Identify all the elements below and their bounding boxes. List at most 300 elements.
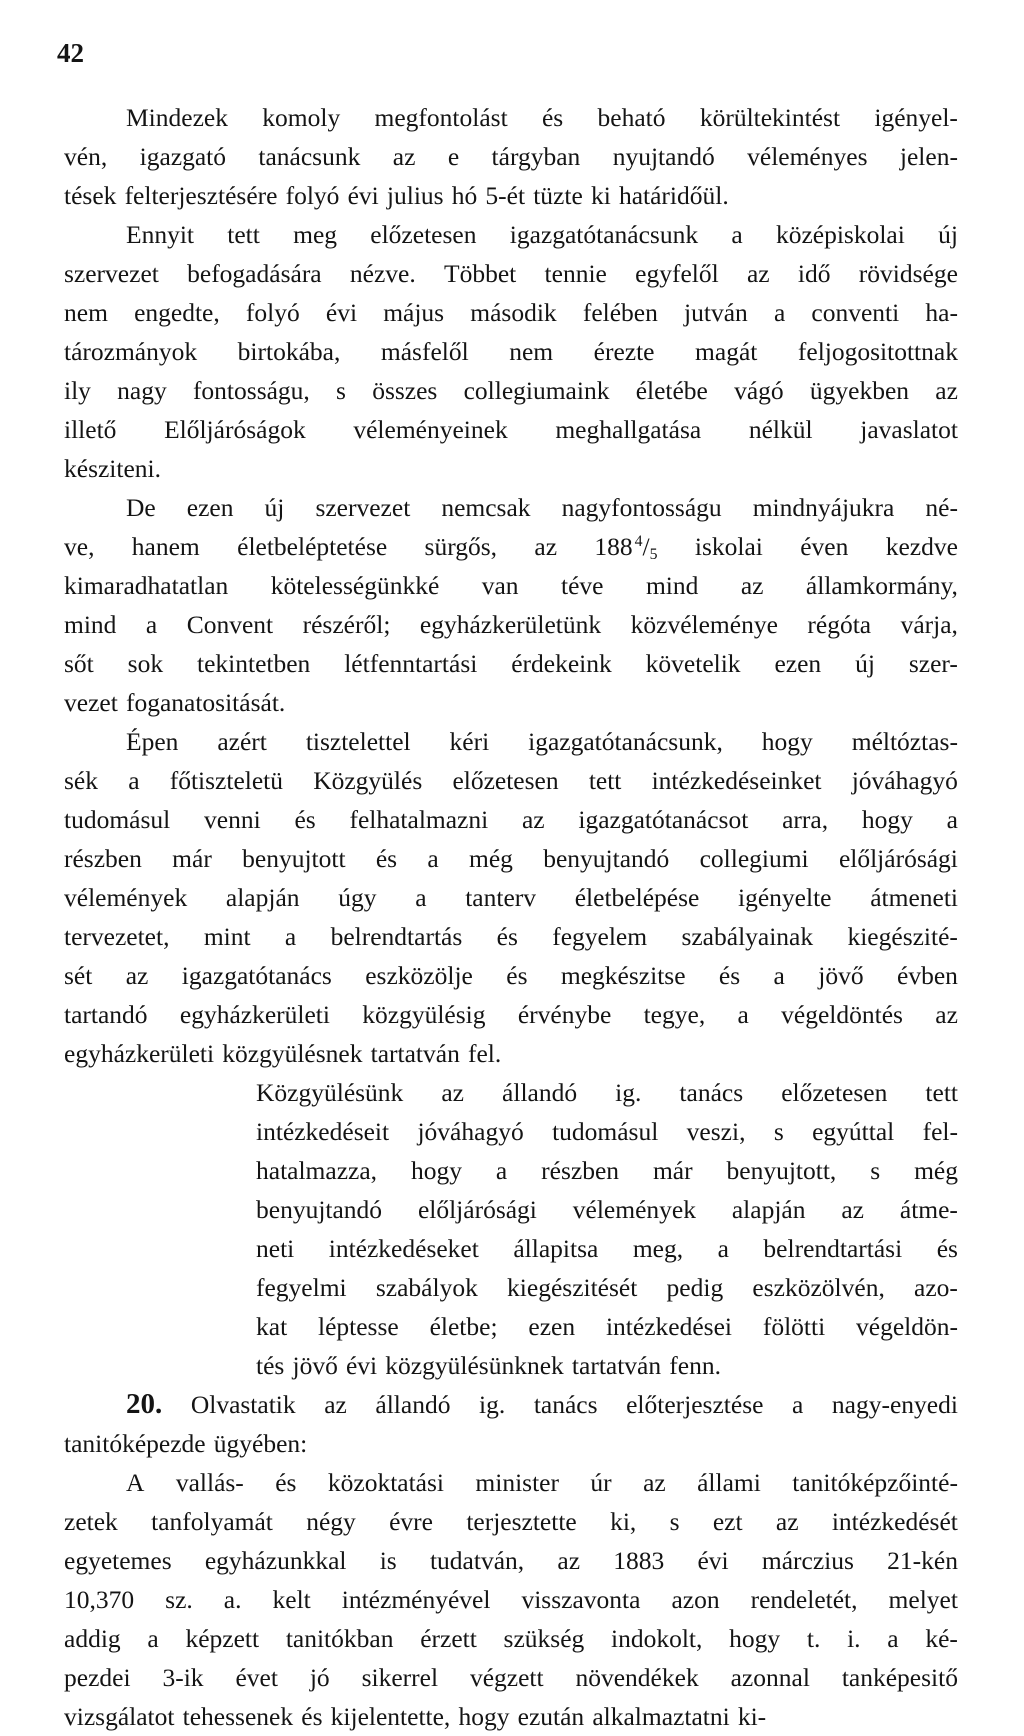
word: nagy [117,376,167,405]
word: kötelességünkké [270,571,440,600]
word: rövidsége [858,259,958,288]
word: tett [588,766,622,795]
word: úr [590,1468,612,1497]
word: ve, [64,532,95,561]
word: egyházkerületünk [419,610,602,639]
word: négy [306,1507,356,1536]
word: hogy [410,1156,462,1185]
word: benyujtandó [256,1195,383,1224]
word: tudatván, [429,1546,525,1575]
word: életbelépése [574,883,700,912]
word: közgyülésnek [222,1039,363,1068]
word: fölötti [762,1312,826,1341]
word: jövő [292,1351,338,1380]
word: nagyfontosságu [561,493,722,522]
word: létfenntartási [344,649,478,678]
word: a [792,1390,804,1419]
word: meghallgatása [555,415,702,444]
word: indokolt, [611,1624,703,1653]
paragraph [64,488,958,722]
word: sék [64,766,98,795]
word: hatalmazza, [256,1156,378,1185]
word: az [935,1000,958,1029]
word: képzett [185,1624,260,1653]
word: alapján [731,1195,806,1224]
word: 188 $^4$/5 [594,532,658,563]
word: s [870,1156,881,1185]
word: átmeneti [870,883,958,912]
word: felében [582,298,658,327]
word: tározmányok [64,337,198,366]
word: benyujtandó [543,844,670,873]
word: tett [925,1078,958,1107]
page-body [64,98,958,1736]
word: egyúttal [812,1117,895,1146]
word: állandó [502,1078,578,1107]
word: még [914,1156,958,1185]
word: kéri [449,727,490,756]
word: tárgyban [491,142,581,171]
word: s [336,376,346,405]
word: évi [325,298,358,327]
word: Mindezek [126,103,228,132]
text-line [64,800,958,839]
word: egyetemes [64,1546,172,1575]
word: évben [897,961,958,990]
word: az [746,259,770,288]
paragraph [64,1073,958,1385]
word: már [652,1156,693,1185]
word: vezet [64,688,118,717]
word: vén, [64,142,108,171]
word: még [469,844,513,873]
word: ezután [517,1702,585,1731]
text-line [64,1580,958,1619]
word: Olvastatik [190,1390,296,1419]
word: nagy-enyedi [831,1390,958,1419]
word: ki- [737,1702,767,1731]
word: kiegészité- [847,922,958,951]
text-line [64,1229,958,1268]
word: tanitóképezde [64,1429,206,1458]
text-line [64,371,958,410]
word: közvéleménye [630,610,778,639]
text-line [64,1463,958,1502]
text-line [64,644,958,683]
word: vélemények [572,1195,696,1224]
word: ig. [615,1078,642,1107]
word: t. [806,1624,821,1653]
word: a [147,1624,159,1653]
word: 10,370 [64,1585,135,1614]
word: tervezetet, [64,922,170,951]
word: előzetesen [781,1078,888,1107]
word: átme- [899,1195,958,1224]
word: rendeletét, [750,1585,858,1614]
word: jó [309,1663,330,1692]
word: véleményes [747,142,868,171]
word: megfontolást [374,103,508,132]
word: ily [64,376,91,405]
word: hanem [131,532,200,561]
text-line [64,1073,958,1112]
word: tanács [679,1078,744,1107]
word: részben [64,844,142,873]
word: pedig [666,1273,724,1302]
word: De [126,493,156,522]
word: veszi, [686,1117,746,1146]
word: igazgatótanács [181,961,332,990]
word: vallás- [175,1468,244,1497]
word: körültekintést [699,103,841,132]
word: sikerrel [361,1663,439,1692]
word: új [855,649,875,678]
word: régóta [807,610,872,639]
word: A [126,1468,145,1497]
word: tekintetben [197,649,311,678]
text-line [64,410,958,449]
word: ha- [925,298,958,327]
word: ezen [186,493,234,522]
word: téve [561,571,604,600]
word: részben [541,1156,620,1185]
word: életébe [635,376,708,405]
word: eszközölvén, [752,1273,885,1302]
word: jövő [818,961,864,990]
word: nézve. [349,259,416,288]
word: és [936,1234,958,1263]
word: léptesse [318,1312,399,1341]
word: intézkedései [605,1312,732,1341]
word: mindnyájukra [752,493,895,522]
word: a. [223,1585,242,1614]
word: Convent [186,610,274,639]
text-line [64,722,958,761]
word: e [447,142,460,171]
word: hó [451,181,478,210]
word: egyfelől [635,259,719,288]
word: előljárósági [838,844,958,873]
word: végzett [469,1663,544,1692]
word: azon [671,1585,720,1614]
word: tennie [544,259,607,288]
word: fel- [922,1117,958,1146]
word: idő [797,259,831,288]
word: sok [127,649,164,678]
word: ké- [925,1624,958,1653]
text-line [64,761,958,800]
word: tések [64,181,117,210]
word: az [557,1546,581,1575]
word: szer- [908,649,958,678]
word: végeldön- [856,1312,958,1341]
word: tudomásul [552,1117,659,1146]
word: vágó [734,376,784,405]
word: ig. [479,1390,506,1419]
word: határidőül. [618,181,729,210]
word: az [441,1078,464,1107]
word: conventi [811,298,900,327]
word: tanitókban [285,1624,394,1653]
word: tudomásul [64,805,171,834]
word: a [284,922,297,951]
word: felterjesztésére [124,181,278,210]
word: igazgatótanácsunk, [528,727,723,756]
word: végeldöntés [781,1000,903,1029]
word: tanképesitő [841,1663,958,1692]
word: illető [64,415,117,444]
word: nélkül [748,415,813,444]
word: sürgős, [424,532,498,561]
word: szervezet [315,493,411,522]
text-line [64,878,958,917]
word: igazgató [139,142,226,171]
word: intézményével [341,1585,491,1614]
word: érezte [593,337,655,366]
word: és [294,805,316,834]
text-line [64,332,958,371]
word: vélemények [64,883,188,912]
word: ügyekben [809,376,910,405]
word: egyházkerületi [179,1000,330,1029]
word: eszközölje [365,961,473,990]
word: a [773,961,785,990]
word: fontosságu, [192,376,310,405]
word: ezen [774,649,822,678]
word: venni [204,805,261,834]
word: ezen [528,1312,576,1341]
word: előterjesztése [626,1390,764,1419]
word: birtokába, [237,337,341,366]
word: kezdve [885,532,958,561]
word: jelen- [899,142,958,171]
word: tett [227,220,260,249]
word: évi [347,181,379,210]
text-line [64,1541,958,1580]
page-number: 42 [57,38,84,68]
word: a [427,844,439,873]
word: a [731,220,743,249]
word: s [773,1117,784,1146]
word: né- [925,493,958,522]
word: márczius [761,1546,854,1575]
word: ki [590,181,611,210]
text-line [64,137,958,176]
word: tüzte [533,181,583,210]
word: vizsgálatot [64,1702,175,1731]
word: intézkedéseket [328,1234,479,1263]
word: második [470,298,557,327]
word: véleményeinek [353,415,508,444]
text-line [64,215,958,254]
word: követelik [645,649,741,678]
word: új [264,493,285,522]
word: kimaradhatatlan [64,571,229,600]
text-line [64,254,958,293]
word: van [481,571,519,600]
word: tanterv [465,883,537,912]
word: kelt [272,1585,311,1614]
word: javaslatot [860,415,958,444]
word: igényelte [738,883,832,912]
paragraph [64,215,958,488]
word: 20. [126,1388,163,1420]
word: collegiumaink [463,376,610,405]
word: a [946,805,958,834]
word: meg [293,220,338,249]
word: Épen [126,727,179,756]
word: a [415,883,427,912]
word: és [506,961,528,990]
word: azonnal [730,1663,810,1692]
word: megkészitse [560,961,686,990]
word: növendékek [575,1663,699,1692]
word: nem [509,337,554,366]
word: i. [847,1624,861,1653]
text-line [64,839,958,878]
word: előzetesen [370,220,477,249]
word: tés [256,1351,285,1380]
word: összes [372,376,438,405]
word: új [938,220,958,249]
paragraph [64,1385,958,1463]
word: késziteni. [64,454,162,483]
word: úgy [338,883,377,912]
word: sőt [64,649,94,678]
word: nemcsak [441,493,531,522]
text-line [64,488,958,527]
word: neti [256,1234,295,1263]
word: államkormány, [805,571,958,600]
word: tartandó [64,1000,148,1029]
word: benyujtott, [726,1156,837,1185]
word: egyházkerületi [64,1039,215,1068]
word: évi [697,1546,729,1575]
word: és [301,1702,323,1731]
text-line [64,1346,958,1385]
word: hogy [729,1624,781,1653]
word: évet [235,1663,278,1692]
word: állami [697,1468,761,1497]
text-line [64,605,958,644]
word: másfelől [380,337,469,366]
word: feljogositottnak [797,337,958,366]
word: mind [645,571,699,600]
word: belrendtartási [763,1234,903,1263]
word: az [740,571,764,600]
word: középiskolai [775,220,905,249]
word: a [128,766,140,795]
word: szabályok [375,1273,478,1302]
word: az [392,142,416,171]
word: előljárósági [417,1195,537,1224]
word: életbeléptetése [237,532,388,561]
word: hogy [761,727,813,756]
word: collegiumi [699,844,809,873]
word: zetek [64,1507,118,1536]
word: befogadására [187,259,322,288]
word: tegye, [643,1000,706,1029]
text-line [64,917,958,956]
text-line [64,956,958,995]
word: nem [64,298,108,327]
word: a [145,610,158,639]
text-line [64,1112,958,1151]
word: engedte, [134,298,220,327]
text-line [64,527,958,566]
word: az [125,961,149,990]
text-line [64,1619,958,1658]
text-line [64,98,958,137]
word: folyó [245,298,300,327]
word: és [541,103,564,132]
text-line [64,1151,958,1190]
paragraph [64,1463,958,1736]
word: felhatalmazni [349,805,489,834]
word: melyet [888,1585,958,1614]
word: az [841,1195,864,1224]
word: intézkedéseinket [651,766,822,795]
text-line [64,1502,958,1541]
word: iskolai [694,532,763,561]
word: szabályainak [681,922,814,951]
word: közoktatási [327,1468,445,1497]
word: részéről; [302,610,391,639]
word: alkalmaztatni [592,1702,730,1731]
paragraph [64,722,958,1073]
word: az [775,1507,799,1536]
word: tehessenek [182,1702,294,1731]
word: julius [386,181,444,210]
word: évi [345,1351,378,1380]
word: belrendtartás [330,922,463,951]
word: mint [203,922,251,951]
word: s [669,1507,680,1536]
text-line [64,176,958,215]
text-line [64,1658,958,1697]
word: folyó [285,181,340,210]
word: közgyülésig [362,1000,486,1029]
word: évre [389,1507,433,1536]
word: érvénybe [517,1000,612,1029]
word: méltóztas- [851,727,958,756]
word: és [375,844,398,873]
word: intézkedéseit [256,1117,390,1146]
word: hogy [458,1702,510,1731]
word: kiegészitését [507,1273,638,1302]
word: alapján [225,883,300,912]
word: jutván [684,298,748,327]
paragraph [64,98,958,215]
word: a [717,1234,729,1263]
word: minister [475,1468,559,1497]
word: életbe; [429,1312,498,1341]
text-line [64,1697,958,1736]
word: jóváhagyó [851,766,958,795]
word: és [275,1468,297,1497]
word: komoly [262,103,341,132]
word: hogy [861,805,913,834]
word: kijelentette, [330,1702,451,1731]
text-line [64,683,958,722]
word: fel. [467,1039,502,1068]
word: azért [217,727,267,756]
word: a [773,298,786,327]
word: fegyelem [552,922,648,951]
word: szervezet [64,259,159,288]
text-line [64,566,958,605]
word: a [495,1156,508,1185]
